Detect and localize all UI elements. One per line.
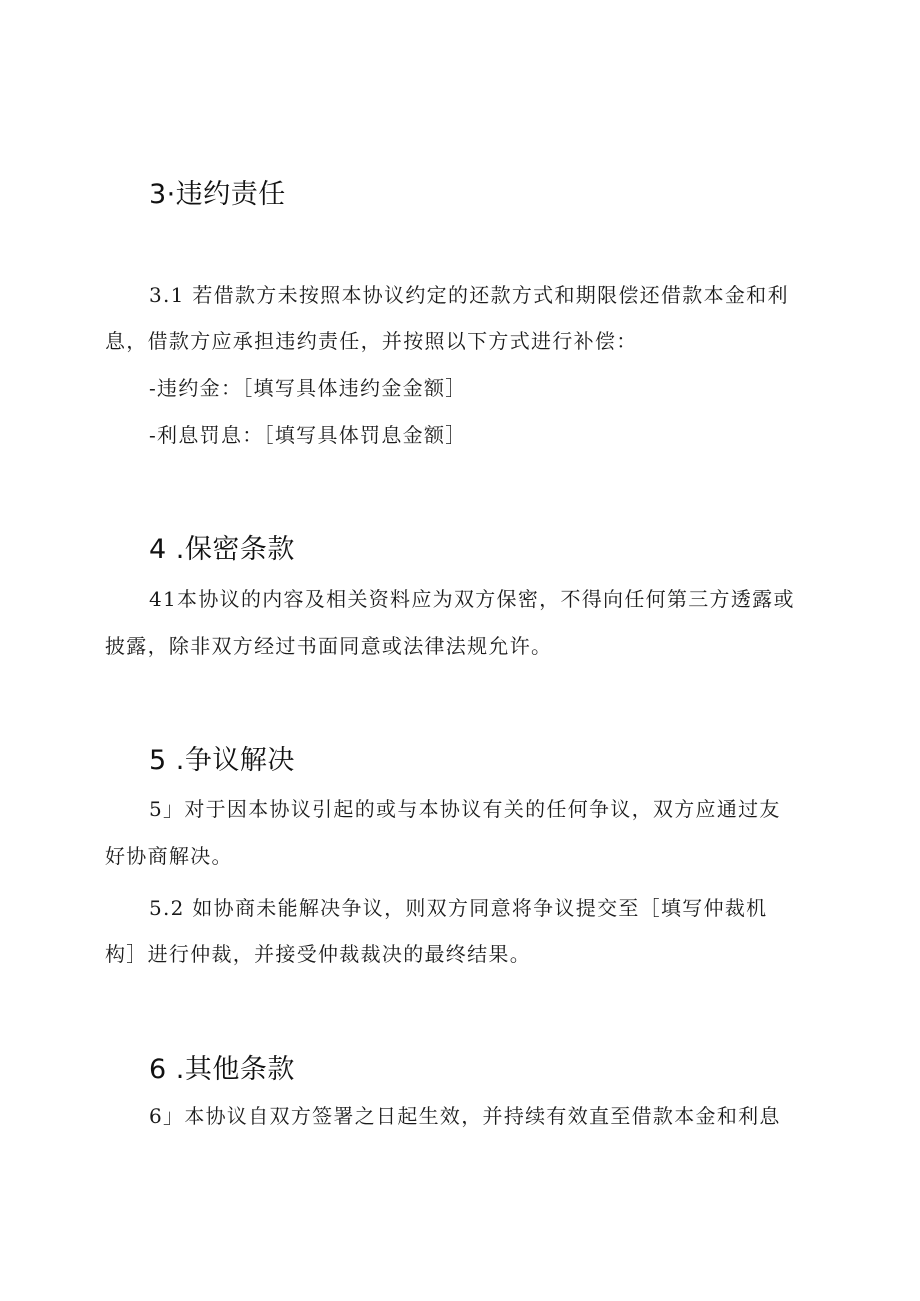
section-3-paragraph-1-line-1: 3.1 若借款方未按照本协议约定的还款方式和期限偿还借款本金和利 — [149, 283, 789, 307]
section-4-heading: 4 .保密条款 — [149, 534, 295, 565]
section-6-paragraph-line-1: 6」本协议自双方签署之日起生效，并持续有效直至借款本金和利息 — [149, 1104, 781, 1128]
section-5-heading: 5 .争议解决 — [149, 745, 295, 776]
section-5-paragraph-1-line-1: 5」对于因本协议引起的或与本协议有关的任何争议，双方应通过友 — [149, 797, 781, 821]
section-3-heading: 3·违约责任 — [149, 179, 286, 210]
section-4-paragraph-line-1: 41本协议的内容及相关资料应为双方保密，不得向任何第三方透露或 — [149, 587, 795, 611]
section-6-heading: 6 .其他条款 — [149, 1054, 295, 1085]
section-5-paragraph-1-line-2: 好协商解决。 — [105, 844, 233, 868]
section-4-paragraph-line-2: 披露，除非双方经过书面同意或法律法规允许。 — [105, 634, 553, 658]
section-3-interest-penalty-item: -利息罚息：［填写具体罚息金额］ — [149, 423, 467, 447]
section-5-paragraph-2-line-2: 构］进行仲裁，并接受仲裁裁决的最终结果。 — [105, 942, 531, 966]
section-3-penalty-item: -违约金：［填写具体违约金金额］ — [149, 376, 467, 400]
section-5-paragraph-2-line-1: 5.2 如协商未能解决争议，则双方同意将争议提交至［填写仲裁机 — [149, 896, 768, 920]
section-3-paragraph-1-line-2: 息，借款方应承担违约责任，并按照以下方式进行补偿： — [105, 329, 638, 353]
